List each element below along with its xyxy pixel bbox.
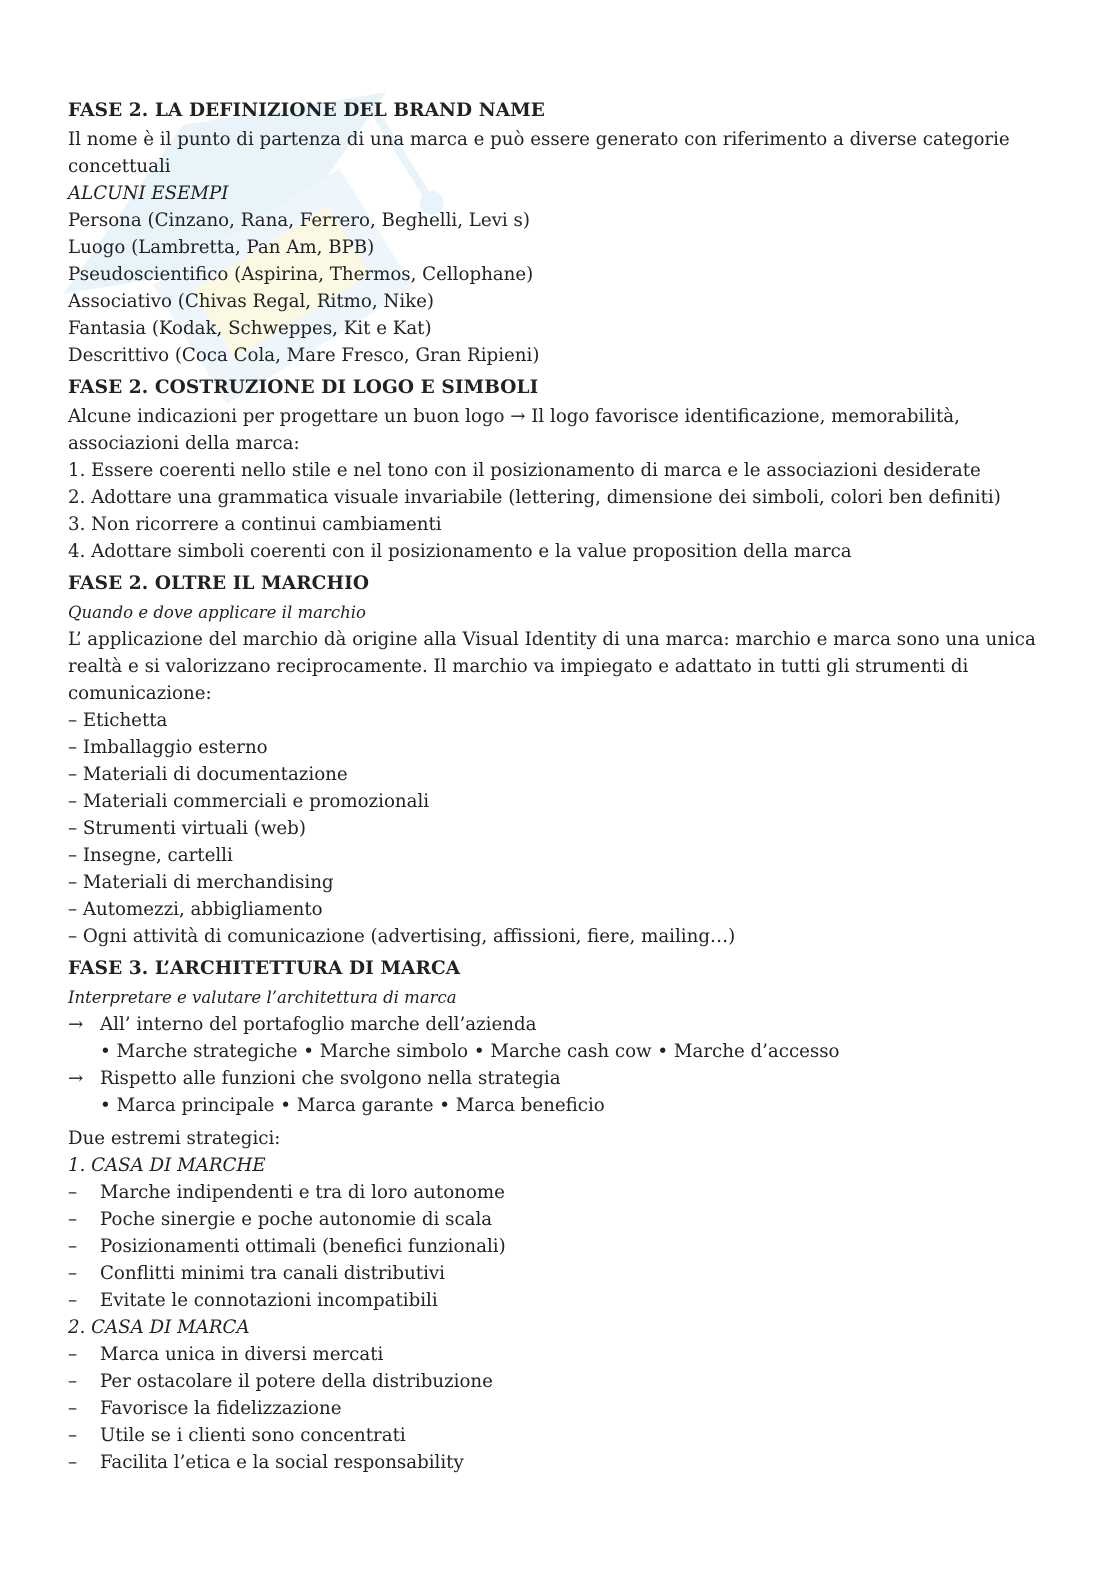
dash-icon: – [68,1236,78,1257]
list-item: Descrittivo (Coca Cola, Mare Fresco, Gran Ripieni) [68,345,540,366]
dash-item [68,1260,1048,1287]
dash-item [68,1395,1048,1422]
list-item: – Materiali di documentazione [68,764,348,785]
casa-marche-label: 1. CASA DI MARCHE [68,1155,266,1176]
list-item: 1. Essere coerenti nello stile e nel tono con il posizionamento di marca e le associazioni desiderate [68,460,981,481]
dash-icon: – [68,1425,78,1446]
dash-icon: – [68,1398,78,1419]
list-item: – Etichetta [68,710,168,731]
bullet-row: • Marca principale • Marca garante • Marca beneficio [100,1095,605,1116]
section-subtitle: Interpretare e valutare l’architettura di marca [68,988,457,1007]
arrow-item-text: All’ interno del portafoglio marche dell’azienda [100,1014,537,1035]
dash-icon: – [68,1344,78,1365]
arrow-item [68,1011,1048,1038]
document-page [68,96,1048,1476]
dash-icon: – [68,1290,78,1311]
list-item: 2. Adottare una grammatica visuale invariabile (lettering, dimensione dei simboli, colori ben definiti) [68,487,1001,508]
list-item: 4. Adottare simboli coerenti con il posizionamento e la value proposition della marca [68,541,852,562]
list-item: – Strumenti virtuali (web) [68,818,306,839]
dash-item-text: Utile se i clienti sono concentrati [100,1425,406,1446]
dash-item-text: Poche sinergie e poche autonomie di scala [100,1209,493,1230]
examples-label: ALCUNI ESEMPI [68,183,229,204]
dash-item [68,1179,1048,1206]
list-item: – Imballaggio esterno [68,737,268,758]
dash-item-text: Conflitti minimi tra canali distributivi [100,1263,445,1284]
section-intro: Alcune indicazioni per progettare un buon logo → Il logo favorisce identificazione, memorabilità, associazioni della marca: [68,406,960,454]
extremes-label: Due estremi strategici: [68,1128,281,1149]
dash-item-text: Posizionamenti ottimali (benefici funzionali) [100,1236,506,1257]
dash-item-text: Marche indipendenti e tra di loro autonome [100,1182,505,1203]
list-item: – Automezzi, abbigliamento [68,899,323,920]
casa-marca-label: 2. CASA DI MARCA [68,1317,250,1338]
list-item: 3. Non ricorrere a continui cambiamenti [68,514,442,535]
arrow-right-icon: → [68,1014,84,1035]
dash-item-text: Marca unica in diversi mercati [100,1344,384,1365]
list-item: Fantasia (Kodak, Schweppes, Kit e Kat) [68,318,432,339]
list-item: – Materiali commerciali e promozionali [68,791,430,812]
arrow-item-text: Rispetto alle funzioni che svolgono nella strategia [100,1068,561,1089]
list-item: – Insegne, cartelli [68,845,233,866]
dash-item [68,1449,1048,1476]
dash-item [68,1287,1048,1314]
arrow-right-icon: → [68,1068,84,1089]
section-title-marchio: FASE 2. OLTRE IL MARCHIO [68,573,370,594]
list-item: Persona (Cinzano, Rana, Ferrero, Beghelli, Levi s) [68,210,530,231]
section-intro: Il nome è il punto di partenza di una marca e può essere generato con riferimento a diverse categorie concettuali [68,129,1010,177]
dash-item [68,1368,1048,1395]
dash-item-text: Facilita l’etica e la social responsability [100,1452,464,1473]
list-item: – Materiali di merchandising [68,872,334,893]
dash-item [68,1206,1048,1233]
section-title-logo: FASE 2. COSTRUZIONE DI LOGO E SIMBOLI [68,377,539,398]
section-title-brand-name: FASE 2. LA DEFINIZIONE DEL BRAND NAME [68,100,545,121]
bullet-row: • Marche strategiche • Marche simbolo • Marche cash cow • Marche d’accesso [100,1041,840,1062]
list-item: Associativo (Chivas Regal, Ritmo, Nike) [68,291,435,312]
dash-item [68,1341,1048,1368]
section-subtitle: Quando e dove applicare il marchio [68,603,366,622]
dash-item-text: Per ostacolare il potere della distribuzione [100,1371,493,1392]
dash-item [68,1233,1048,1260]
dash-item-text: Favorisce la fidelizzazione [100,1398,342,1419]
dash-item-text: Evitate le connotazioni incompatibili [100,1290,438,1311]
dash-icon: – [68,1182,78,1203]
list-item: Luogo (Lambretta, Pan Am, BPB) [68,237,375,258]
dash-item [68,1422,1048,1449]
section-title-architettura: FASE 3. L’ARCHITETTURA DI MARCA [68,958,461,979]
list-item: – Ogni attività di comunicazione (advertising, affissioni, fiere, mailing…) [68,926,736,947]
dash-icon: – [68,1452,78,1473]
dash-icon: – [68,1209,78,1230]
dash-icon: – [68,1263,78,1284]
section-intro: L’ applicazione del marchio dà origine alla Visual Identity di una marca: marchio e marca sono una unica realtà e si valorizzano reciprocamente. Il marchio va impiegato e adattato in tutti gli strumenti di comunicazione: [68,629,1036,704]
list-item: Pseudoscientifico (Aspirina, Thermos, Cellophane) [68,264,534,285]
dash-icon: – [68,1371,78,1392]
arrow-item [68,1065,1048,1092]
